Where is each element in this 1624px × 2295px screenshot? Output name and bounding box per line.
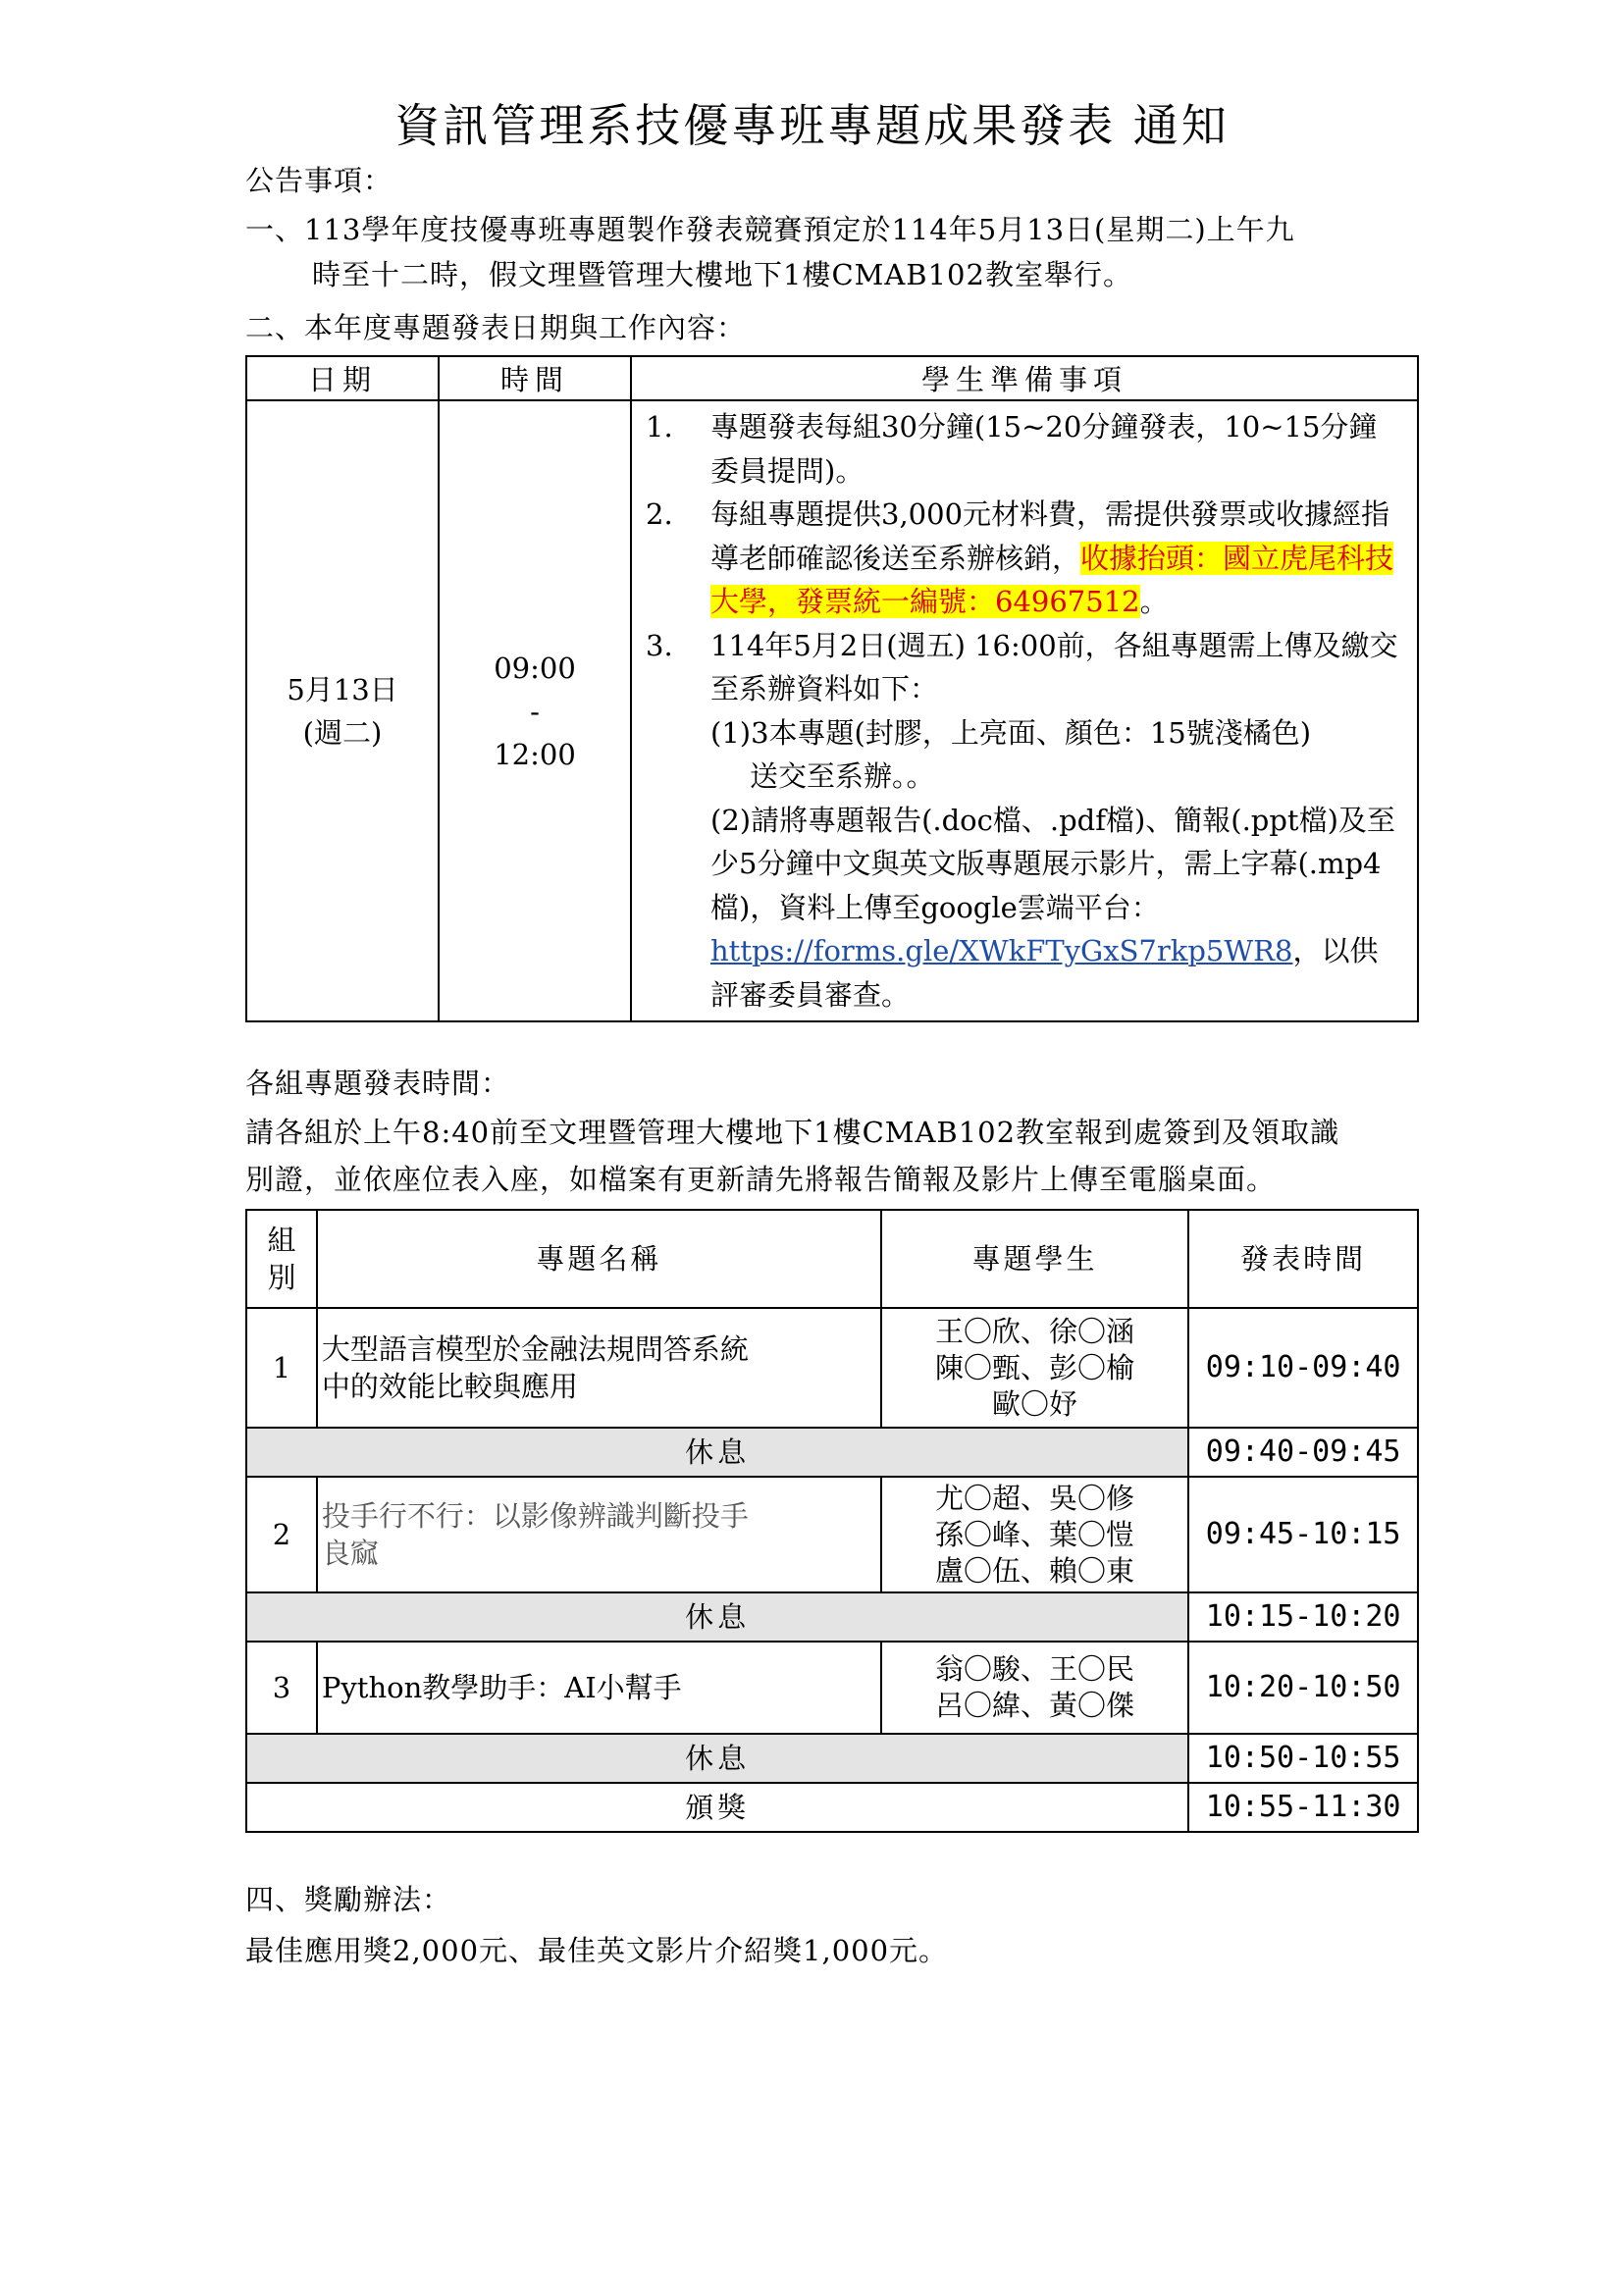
date-line2: (週二)	[302, 715, 383, 750]
prep-text-part: 114年5月2日(週五) 16:00前，各組專題需上傳及繳交至系辦資料如下：	[710, 628, 1398, 705]
group-number: 3	[246, 1642, 317, 1734]
prep-subitem-2-text: (2)請將專題報告(.doc檔、.pdf檔)、簡報(.ppt檔)及至少5分鐘中文與英文版專題展示影片，需上字幕(.mp4檔)，資料上傳至google雲端平台：	[710, 803, 1395, 924]
prep-text	[710, 624, 1405, 1017]
project-students	[881, 1642, 1188, 1734]
header-students: 專題學生	[881, 1210, 1188, 1308]
project-name: Python教學助手：AI小幫手	[317, 1642, 881, 1734]
time-dash: -	[530, 694, 540, 728]
project-name-line2: 中的效能比較與應用	[321, 1370, 578, 1403]
break-row	[246, 1592, 1418, 1642]
schedule-line2: 別證，並依座位表入座，如檔案有更新請先將報告簡報及影片上傳至電腦桌面。	[245, 1163, 1277, 1196]
table-header-row	[246, 1210, 1418, 1308]
table-header-row	[246, 356, 1418, 400]
award-label: 頒獎	[246, 1783, 1188, 1832]
upload-form-link[interactable]: https://forms.gle/XWkFTyGxS7rkp5WR8	[710, 934, 1293, 967]
students-line1: 王〇欣、徐〇涵	[935, 1314, 1135, 1348]
project-students	[881, 1308, 1188, 1428]
project-name	[317, 1477, 881, 1592]
students-line2: 陳〇甄、彭〇榆	[935, 1350, 1135, 1384]
header-name: 專題名稱	[317, 1210, 881, 1308]
group-number: 2	[246, 1477, 317, 1592]
prep-number: 1.	[646, 410, 673, 443]
break-row	[246, 1428, 1418, 1477]
prep-subitem-1-cont: 送交至系辦。。	[750, 759, 935, 793]
students-line1: 尤〇超、吳〇修	[935, 1481, 1135, 1515]
table-row	[246, 1308, 1418, 1428]
presentation-time: 10:20-10:50	[1188, 1642, 1418, 1734]
announce-label: 公告事項：	[245, 164, 393, 197]
award-time: 10:55-11:30	[1188, 1783, 1418, 1832]
page-title: 資訊管理系技優專班專題成果發表 通知	[394, 99, 1230, 152]
students-line1: 翁〇駿、王〇民	[935, 1652, 1135, 1686]
header-group-1: 組	[267, 1224, 296, 1257]
prep-subitem-1: (1)3本專題(封膠，上亮面、顏色：15號淺橘色)	[710, 715, 1312, 750]
time-start: 09:00	[494, 651, 576, 685]
table-row	[246, 1477, 1418, 1592]
prep-item-2	[646, 493, 1405, 624]
date-cell	[246, 400, 439, 1021]
schedule-label: 各組專題發表時間：	[245, 1067, 511, 1100]
project-name-line1: 投手行不行：以影像辨識判斷投手	[321, 1499, 749, 1533]
students-line3: 盧〇伍、賴〇東	[935, 1553, 1135, 1588]
prep-text: 專題發表每組30分鐘(15~20分鐘發表，10~15分鐘委員提問)。	[710, 410, 1378, 488]
break-label: 休息	[246, 1428, 1188, 1477]
break-label: 休息	[246, 1734, 1188, 1783]
project-students	[881, 1477, 1188, 1592]
prep-text-part: 每組專題提供3,000元材料費，需提供發票或收據經指導老師確認後送至系辦核銷，	[710, 497, 1390, 575]
break-time: 10:15-10:20	[1188, 1592, 1418, 1642]
award-row	[246, 1783, 1418, 1832]
schedule-table	[245, 1209, 1419, 1833]
project-name	[317, 1308, 881, 1428]
header-time: 發表時間	[1188, 1210, 1418, 1308]
project-name-line2: 良窳	[321, 1537, 379, 1570]
prep-subitem-2-end: ，以供評審委員審查。	[710, 934, 1379, 1012]
item4-label: 四、獎勵辦法：	[245, 1883, 452, 1916]
presentation-time: 09:10-09:40	[1188, 1308, 1418, 1428]
prep-item-3	[646, 624, 1405, 1017]
students-line2: 孫〇峰、葉〇愷	[935, 1517, 1135, 1551]
project-name-line1: 大型語言模型於金融法規問答系統	[321, 1332, 749, 1366]
prep-text	[710, 493, 1405, 624]
break-label: 休息	[246, 1592, 1188, 1642]
prep-cell	[631, 400, 1418, 1021]
prep-number: 3.	[646, 628, 673, 662]
item4-text: 最佳應用獎2,000元、最佳英文影片介紹獎1,000元。	[245, 1934, 949, 1967]
break-row	[246, 1734, 1418, 1783]
header-group	[246, 1210, 317, 1308]
date-line1: 5月13日	[287, 672, 398, 706]
item1-line1: 一、113學年度技優專班專題製作發表競賽預定於114年5月13日(星期二)上午九	[245, 213, 1295, 246]
header-date: 日期	[246, 356, 439, 400]
table-row	[246, 1642, 1418, 1734]
prep-number: 2.	[646, 497, 673, 531]
break-time: 09:40-09:45	[1188, 1428, 1418, 1477]
header-time: 時間	[439, 356, 631, 400]
break-time: 10:50-10:55	[1188, 1734, 1418, 1783]
header-prep: 學生準備事項	[631, 356, 1418, 400]
table-row	[246, 400, 1418, 1021]
presentation-time: 09:45-10:15	[1188, 1477, 1418, 1592]
time-end: 12:00	[494, 737, 576, 771]
work-content-table	[245, 355, 1419, 1022]
header-group-2: 別	[267, 1261, 296, 1294]
students-line3: 歐〇妤	[992, 1386, 1078, 1421]
item1-line2: 時至十二時，假文理暨管理大樓地下1樓CMAB102教室舉行。	[312, 258, 1132, 291]
group-number: 1	[246, 1308, 317, 1428]
prep-subitem-2	[710, 799, 1405, 1017]
time-cell	[439, 400, 631, 1021]
highlighted-receipt-info: 收據抬頭：國立虎尾科技大學，發票統一編號：64967512	[710, 541, 1394, 618]
item2-label: 二、本年度專題發表日期與工作內容：	[245, 311, 747, 344]
prep-text-end: 。	[1139, 585, 1169, 618]
prep-item-1	[646, 405, 1405, 493]
schedule-line1: 請各組於上午8:40前至文理暨管理大樓地下1樓CMAB102教室報到處簽到及領取識	[245, 1116, 1340, 1149]
students-line2: 呂〇緯、黃〇傑	[935, 1689, 1135, 1722]
